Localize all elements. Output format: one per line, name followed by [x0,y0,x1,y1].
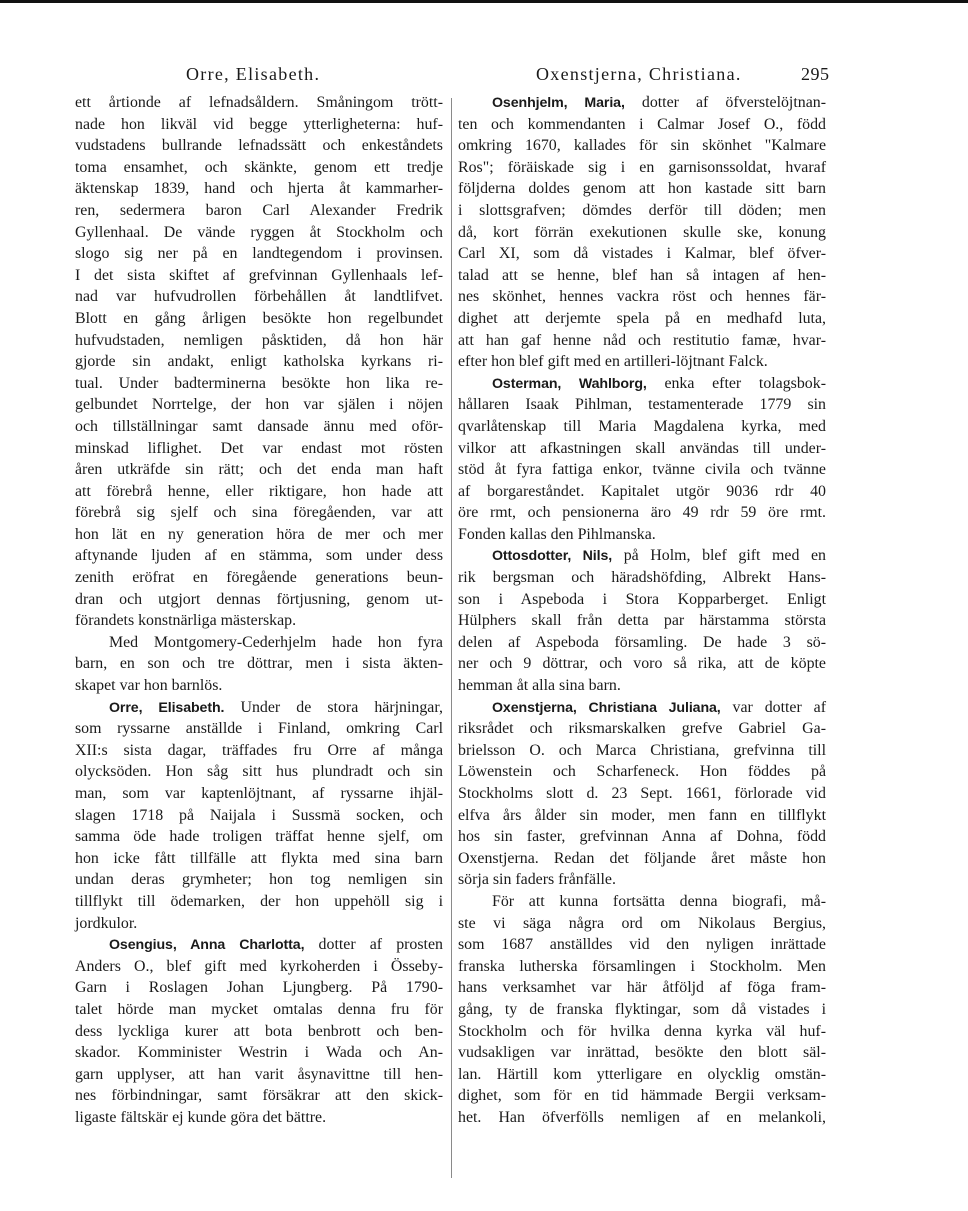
line-text: vudsakligen var inrättad, besökte den blott säl- [458,1044,826,1062]
text-line [75,265,443,287]
text-line [458,999,826,1021]
line-text: talet hörde man mycket omtalas denna fru för [75,1000,443,1018]
text-line [458,869,826,891]
line-text: var dotter af [732,698,826,716]
line-text: ten och kommendanten i Calmar Josef O., född [458,115,826,133]
line-text: och tillställningar samt dansade ännu med oför- [75,417,443,435]
text-line [75,373,443,395]
running-head-left: Orre, Elisabeth. [186,64,321,84]
line-text: skapet var hon barnlös. [75,677,223,695]
text-line [458,459,826,481]
text-line [75,351,443,373]
text-line [458,243,826,265]
text-line [458,718,826,740]
text-line [75,913,443,935]
text-line [458,783,826,805]
line-text: samma öde hade troligen träffat henne sjelf, om [75,828,443,846]
text-line [458,330,826,352]
text-line [458,265,826,287]
line-text: zenith eröfrat en föregående generations beun- [75,569,443,587]
text-line [75,222,443,244]
line-text: delen af Aspeboda församling. De hade 3 sö- [458,633,826,651]
line-text: enka efter tolagsbok- [664,374,826,392]
line-text: äktenskap 1839, hand och hjerta åt kammarher- [75,180,443,198]
entry-heading-line [458,545,826,567]
line-text: ner och 9 döttrar, och voro så rika, att de köpte [458,655,826,673]
text-line [458,524,826,546]
text-line [75,1085,443,1107]
line-text: dighet att derjemte spela på en medhafd luta, [458,309,826,327]
line-text: barn, en son och tre döttrar, men i sista äkten- [75,655,443,673]
line-text: på Holm, blef gift med en [623,547,826,565]
text-line [75,653,443,675]
line-text: vudstadens bullrande lefnadssätt och enkeståndets [75,137,443,155]
line-text: dess lyckliga kurer att bota benbrott och ben- [75,1022,443,1040]
line-text: att förebrå henne, eller riktigare, hon hade att [75,482,443,500]
line-text: minskad liflighet. Det var endast mot rösten [75,439,443,457]
line-text: garn upplyser, att han varit åsynavittne till hen- [75,1065,443,1083]
text-line [75,718,443,740]
line-text: hållaren Isaak Pihlman, testamenterade 1779 sin [458,396,826,414]
text-line [458,848,826,870]
line-text: ett årtionde af lefnadsåldern. Småningom trött- [75,94,443,111]
text-line [75,416,443,438]
text-line [458,675,826,697]
text-line [458,286,826,308]
text-line [75,1021,443,1043]
text-line [75,330,443,352]
text-line [75,524,443,546]
entry-name: Oxenstjerna, Christiana Juliana, [492,699,721,716]
line-text: toma ensamhet, och skänkte, genom ett tredje [75,158,443,176]
text-line [75,178,443,200]
entry-heading-line [458,697,826,719]
text-line [75,848,443,870]
text-line [458,502,826,524]
line-text: som 1687 anställdes vid den nyligen inrättade [458,936,826,954]
text-line [458,891,826,913]
line-text: hans verksamhet var här åtföljd af föga fram- [458,979,826,997]
line-text: förebrå sig sjelf och sina föregåenden, var att [75,504,443,522]
text-line [75,675,443,697]
text-line [75,1107,443,1129]
text-line [75,438,443,460]
entry-heading-line [458,373,826,395]
text-line [458,394,826,416]
text-line [75,92,443,114]
text-line [75,286,443,308]
text-line [458,135,826,157]
line-text: dotter af prosten [318,936,443,954]
entry-name: Osengius, Anna Charlotta, [109,937,305,954]
text-line [458,1064,826,1086]
line-text: gelbundet Norrtelge, der hon var själen i nöjen [75,396,443,414]
line-text: vilkor att afkastningen skall användas till under- [458,439,826,457]
line-text: man, som var kaptenlöjtnant, af ryssarne ihjäl- [75,785,443,802]
entry-name: Osterman, Wahlborg, [492,375,647,392]
text-line [75,243,443,265]
line-text: förandets konstnärliga mästerskap. [75,612,297,630]
line-text: i slottsgrafven; dömdes derför till döden; men [458,201,826,219]
text-line [75,157,443,179]
text-line [75,114,443,136]
text-line [458,977,826,999]
line-text: af borgareståndet. Kapitalet utgör 9036 rdr 40 [458,482,826,500]
line-text: efter hon blef gift med en artilleri-löjtnant Falck. [458,353,768,371]
line-text: Ros"; föräiskade sig i en garnisonssoldat, hvaraf [458,158,826,176]
line-text: franska lutherska församlingen i Stockholm. Men [458,957,826,975]
text-line [75,783,443,805]
entry-name: Orre, Elisabeth. [109,699,225,716]
line-text: hemman åt alla sina barn. [458,677,621,695]
top-rule [0,0,968,3]
line-text: att han gaf henne nåd och restitutio famæ, hvar- [458,331,826,349]
line-text: Under de stora härjningar, [240,698,443,716]
line-text: I det sista skiftet af grefvinnan Gyllenhaals lef- [75,266,443,284]
text-line [458,416,826,438]
text-line [75,200,443,222]
line-text: tillflykt till ödemarken, der hon uppehöll sig i [75,892,443,910]
text-line [75,999,443,1021]
line-text: brielsson O. och Marca Christiana, grefvinna till [458,741,826,759]
line-text: För att kunna fortsätta denna biografi, må- [492,892,826,910]
text-line [458,632,826,654]
line-text: ren, sedermera baron Carl Alexander Fredrik [75,201,443,219]
page-number: 295 [801,64,830,84]
text-line [75,308,443,330]
line-text: dotter af öfverstelöjtnan- [641,94,826,111]
line-text: jordkulor. [75,914,138,932]
left-column [75,92,443,1129]
text-line [458,826,826,848]
text-line [458,222,826,244]
line-text: undan deras grymheter; hon tog nemligen sin [75,871,443,889]
line-text: Stockholms slott d. 23 Sept. 1661, förlorade vid [458,785,826,802]
line-text: Anders O., blef gift med kyrkoherden i Össeby- [75,957,443,975]
line-text: hufvudstaden, nemligen påsktiden, då hon här [75,331,443,349]
line-text: Löwenstein och Scharfeneck. Hon föddes på [458,763,826,781]
line-text: Garn i Roslagen Johan Ljungberg. På 1790- [75,979,443,997]
line-text: nad var hufvudrollen förbehållen åt landtlifvet. [75,288,443,306]
line-text: som ryssarne anställde i Finland, omkring Carl [75,720,443,738]
text-line [458,200,826,222]
line-text: son i Aspeboda i Stora Kopparberget. Enligt [458,590,826,608]
line-text: dran och utgjort dennas förtjusning, genom ut- [75,590,443,608]
text-line [75,891,443,913]
text-line [75,481,443,503]
text-line [458,1107,826,1129]
text-line [458,1085,826,1107]
entry-name: Ottosdotter, Nils, [492,548,613,565]
line-text: ste vi säga några ord om Nikolaus Bergius, [458,914,826,932]
text-line [458,740,826,762]
line-text: het. Han öfverfölls nemligen af en melankoli, [458,1108,826,1126]
text-line [75,826,443,848]
text-line [75,135,443,157]
line-text: åren utkräfde sin rätt; och det enda man haft [75,461,443,479]
text-line [458,438,826,460]
text-line [75,610,443,632]
text-line [75,502,443,524]
text-line [458,934,826,956]
line-text: öre rmt, och pensionerna äro 49 rdr 59 öre rmt. [458,504,826,522]
text-line [75,632,443,654]
text-line [75,459,443,481]
line-text: hon lät en ny generation höra de mer och mer [75,525,443,543]
text-line [458,157,826,179]
line-text: Gyllenhaal. De vände ryggen åt Stockholm och [75,223,443,241]
column-divider [451,98,452,1178]
line-text: lan. Härtill kom ytterligare en olycklig omstän- [458,1065,826,1083]
line-text: Blott en gång årligen besökte hon regelbundet [75,309,443,327]
text-line [458,610,826,632]
line-text: ligaste fältskär ej kunde göra det bättre. [75,1108,327,1126]
line-text: nes skönhet, hennes vackra röst och hennes fär- [458,288,826,306]
line-text: gjorde sin andakt, enligt katholska kyrkans ri- [75,353,443,371]
line-text: qvarlåtenskap till Maria Magdalena kyrka, med [458,417,826,435]
text-line [75,394,443,416]
line-text: Med Montgomery-Cederhjelm hade hon fyra [109,633,443,651]
entry-heading-line [458,92,826,114]
line-text: nade hon likväl vid begge ytterligheterna: huf- [75,115,443,133]
text-line [75,1064,443,1086]
entry-heading-line [75,934,443,956]
line-text: stöd åt fyra fattiga enkor, tvänne civila och tvänne [458,461,826,479]
text-line [75,977,443,999]
line-text: olycksöden. Hon såg sitt hus plundradt och sin [75,763,443,781]
text-line [458,761,826,783]
line-text: hos sin faster, grefvinnan Anna af Dohna, född [458,828,826,846]
text-line [75,1042,443,1064]
running-head-right: Oxenstjerna, Christiana. [536,64,742,84]
text-line [75,956,443,978]
line-text: skador. Komminister Westrin i Wada och An- [75,1044,443,1062]
text-line [458,308,826,330]
line-text: Hülphers skall från detta par härstamma största [458,612,826,630]
text-line [458,114,826,136]
line-text: Oxenstjerna. Redan det följande året måste hon [458,849,826,867]
line-text: slagen 1718 på Naijala i Sussmä socken, och [75,806,443,824]
line-text: riksrådet och riksmarskalken grefve Gabriel Ga- [458,720,826,738]
text-line [458,805,826,827]
right-column [458,92,826,1129]
text-line [458,653,826,675]
entry-name: Osenhjelm, Maria, [492,95,625,111]
line-text: rik bergsman och häradshöfding, Albrekt Hans- [458,569,826,587]
text-line [75,740,443,762]
line-text: hon icke fått tillfälle att flykta med sina barn [75,849,443,867]
text-line [75,869,443,891]
line-text: elfva års ålder sin moder, men fann en tillflykt [458,806,826,824]
line-text: då, kort förrän exekutionen skulle ske, konung [458,223,826,241]
line-text: Carl XI, som då vistades i Kalmar, blef öfver- [458,245,826,263]
text-line [75,545,443,567]
text-line [458,956,826,978]
line-text: slogo sig ner på en landtegendom i provinsen. [75,245,443,263]
text-line [75,761,443,783]
text-line [458,481,826,503]
line-text: följderna doldes genom att hon kastade sitt barn [458,180,826,198]
line-text: sörja sin faders frånfälle. [458,871,616,889]
line-text: talad att se henne, blef han så intagen af hen- [458,266,826,284]
line-text: gång, ty de franska flyktingar, som då vistades i [458,1000,826,1018]
text-line [458,589,826,611]
text-line [458,1021,826,1043]
text-line [458,913,826,935]
line-text: Fonden kallas den Pihlmanska. [458,525,656,543]
text-line [458,567,826,589]
line-text: Stockholm och för hvilka denna kyrka väl huf- [458,1022,826,1040]
entry-heading-line [75,697,443,719]
text-line [75,805,443,827]
text-line [458,1042,826,1064]
text-line [75,589,443,611]
line-text: XII:s sista dagar, träffades fru Orre af många [75,741,443,759]
line-text: tual. Under badterminerna besökte hon lika re- [75,374,443,392]
line-text: omkring 1670, kallades för sin skönhet "Kalmare [458,137,826,155]
text-line [458,351,826,373]
line-text: aftynande ljuden af en stämma, som under dess [75,547,443,565]
text-line [458,178,826,200]
text-line [75,567,443,589]
line-text: nes förbindningar, samt försäkrar att den skick- [75,1087,443,1105]
line-text: dighet, som för en tid hämmade Bergii verksam- [458,1087,826,1105]
